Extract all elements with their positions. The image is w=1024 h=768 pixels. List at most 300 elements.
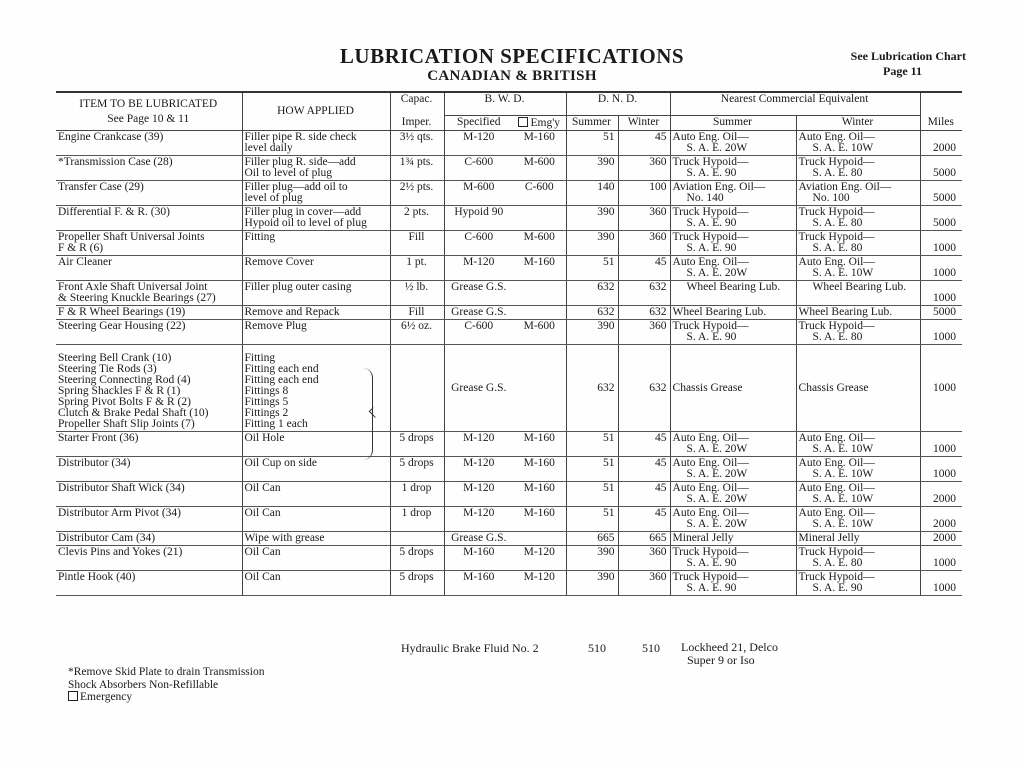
line: Truck Hypoid— [798, 546, 875, 558]
dnd-winter-cell: 360 [618, 571, 670, 596]
emergency-cell: M-160 [514, 507, 566, 532]
specified-cell: M-120 [444, 482, 514, 507]
line: S. A. E. 80 [812, 167, 863, 179]
group-item: Spring Pivot Bolts F & R (2) [58, 396, 191, 408]
how-applied-cell [242, 571, 390, 596]
hydraulic-dnd-summer: 510 [588, 641, 606, 655]
line: Oil Can [244, 571, 281, 583]
line: Truck Hypoid— [672, 156, 749, 168]
line: Truck Hypoid— [798, 231, 875, 243]
miles-cell: 2000 [920, 532, 962, 546]
item-cell [56, 256, 242, 281]
line: Truck Hypoid— [672, 571, 749, 583]
miles-cell: 1000 [920, 320, 962, 345]
line: Mineral Jelly [672, 532, 734, 544]
line: Truck Hypoid— [672, 231, 749, 243]
equiv-winter-cell [796, 206, 920, 231]
miles-cell: 1000 [920, 457, 962, 482]
line: & Steering Knuckle Bearings (27) [58, 292, 216, 304]
group-brace [358, 368, 373, 460]
miles-cell: 2000 [920, 507, 962, 532]
line: Oil Can [244, 507, 281, 519]
dnd-winter-cell: 360 [618, 156, 670, 181]
dnd-summer-cell: 51 [566, 256, 618, 281]
table-row [56, 532, 962, 546]
line: Wipe with grease [244, 532, 325, 544]
line: Remove Cover [244, 256, 314, 268]
line: Auto Eng. Oil— [798, 256, 875, 268]
equiv-winter-header: Winter [796, 116, 920, 131]
dnd-summer-cell: 51 [566, 507, 618, 532]
specified-header: Specified [444, 116, 514, 131]
equiv-winter-cell [796, 231, 920, 256]
line: Filler plug—add oil to [244, 181, 348, 193]
dnd-winter-cell: 45 [618, 482, 670, 507]
equiv-summer-cell [670, 532, 796, 546]
page-title: LUBRICATION SPECIFICATIONS [339, 44, 685, 68]
emergency-box-icon [518, 117, 528, 127]
table-row [56, 507, 962, 532]
group-item: Spring Shackles F & R (1) [58, 385, 181, 397]
group-item: Steering Bell Crank (10) [58, 352, 172, 364]
line: S. A. E. 90 [686, 217, 737, 229]
capacity-unit-header: Imper. [390, 116, 444, 131]
line: S. A. E. 90 [686, 582, 737, 594]
table-row [56, 256, 962, 281]
equiv-winter-cell [796, 281, 920, 306]
line: Pintle Hook (40) [58, 571, 136, 583]
dnd-winter-cell: 45 [618, 432, 670, 457]
emergency-cell: M-600 [514, 231, 566, 256]
line: Truck Hypoid— [672, 546, 749, 558]
equiv-winter-cell: Chassis Grease [796, 345, 920, 432]
group-how: Fitting each end [244, 363, 319, 375]
line: F & R Wheel Bearings (19) [58, 306, 186, 318]
equiv-winter-cell [796, 306, 920, 320]
line: Remove and Repack [244, 306, 340, 318]
dnd-winter-cell: 632 [618, 345, 670, 432]
how-applied-cell [242, 482, 390, 507]
emergency-cell [514, 532, 566, 546]
line: Auto Eng. Oil— [672, 507, 749, 519]
equiv-winter-cell [796, 507, 920, 532]
miles-cell: 1000 [920, 231, 962, 256]
dnd-winter-cell: 360 [618, 320, 670, 345]
miles-cell: 1000 [920, 281, 962, 306]
specified-cell: Grease G.S. [444, 306, 514, 320]
equiv-summer-cell [670, 571, 796, 596]
how-applied-cell [242, 320, 390, 345]
grouped-fittings-row [56, 345, 962, 432]
how-applied-cell [242, 546, 390, 571]
miles-header: Miles [920, 116, 962, 131]
page-subtitle: CANADIAN & BRITISH [427, 68, 597, 84]
line: Truck Hypoid— [798, 320, 875, 332]
dnd-winter-cell: 360 [618, 231, 670, 256]
chart-reference [851, 49, 966, 79]
line: Oil Can [244, 482, 281, 494]
line: S. A. E. 20W [686, 468, 748, 480]
dnd-winter-cell: 632 [618, 281, 670, 306]
equiv-summer-cell [670, 432, 796, 457]
table-row [56, 571, 962, 596]
equiv-summer-cell [670, 231, 796, 256]
how-applied-cell [242, 532, 390, 546]
equiv-winter-cell [796, 320, 920, 345]
chart-reference-page: Page 11 [883, 64, 922, 78]
item-cell [56, 281, 242, 306]
table-row [56, 131, 962, 156]
miles-cell: 1000 [920, 256, 962, 281]
line: Wheel Bearing Lub. [672, 306, 767, 318]
specified-cell: Grease G.S. [444, 281, 514, 306]
line: Auto Eng. Oil— [798, 131, 875, 143]
line: S. A. E. 20W [686, 443, 748, 455]
dnd-summer-cell: 51 [566, 432, 618, 457]
how-applied-cell [242, 256, 390, 281]
emergency-cell: M-160 [514, 432, 566, 457]
footnote-shock-absorbers: Shock Absorbers Non-Refillable [68, 678, 219, 691]
emergency-cell [514, 306, 566, 320]
group-item: Steering Connecting Rod (4) [58, 374, 191, 386]
equiv-summer-cell [670, 131, 796, 156]
line: level of plug [244, 192, 303, 204]
dnd-summer-header: Summer [566, 116, 618, 131]
line: Auto Eng. Oil— [672, 432, 749, 444]
capacity-cell: 5 drops [390, 546, 444, 571]
equiv-winter-cell [796, 432, 920, 457]
dnd-winter-cell: 632 [618, 306, 670, 320]
dnd-summer-cell: 632 [566, 306, 618, 320]
emergency-cell [514, 206, 566, 231]
miles-cell: 1000 [920, 546, 962, 571]
item-cell [56, 432, 242, 457]
line: Truck Hypoid— [672, 320, 749, 332]
dnd-summer-cell: 390 [566, 546, 618, 571]
line: Filler plug in cover—add [244, 206, 362, 218]
equiv-winter-cell [796, 532, 920, 546]
group-item: Propeller Shaft Slip Joints (7) [58, 418, 195, 430]
line: Aviation Eng. Oil— [672, 181, 766, 193]
specified-cell: M-160 [444, 546, 514, 571]
dnd-summer-cell: 51 [566, 482, 618, 507]
item-header-sub: See Page 10 & 11 [107, 112, 190, 125]
line: Distributor Cam (34) [58, 532, 156, 544]
capacity-cell: 2 pts. [390, 206, 444, 231]
line: level daily [244, 142, 293, 154]
specified-cell: Hypoid 90 [444, 206, 514, 231]
capacity-cell: Fill [390, 306, 444, 320]
dnd-header: D. N. D. [566, 92, 670, 116]
equiv-winter-cell [796, 571, 920, 596]
line: S. A. E. 90 [812, 582, 863, 594]
capacity-cell: 1 drop [390, 482, 444, 507]
line: Auto Eng. Oil— [798, 432, 875, 444]
equiv-summer-cell [670, 482, 796, 507]
group-item: Steering Tie Rods (3) [58, 363, 157, 375]
line: No. 140 [686, 192, 724, 204]
item-cell [56, 532, 242, 546]
footnotes [68, 666, 264, 704]
line: S. A. E. 10W [812, 443, 874, 455]
bwd-header: B. W. D. [444, 92, 566, 116]
table-row [56, 156, 962, 181]
group-how: Fittings 8 [244, 385, 289, 397]
capacity-cell: 1¾ pts. [390, 156, 444, 181]
specified-cell: M-120 [444, 507, 514, 532]
line: Remove Plug [244, 320, 307, 332]
line: S. A. E. 20W [686, 493, 748, 505]
equiv-winter-cell [796, 482, 920, 507]
line: Auto Eng. Oil— [672, 457, 749, 469]
how-applied-header: HOW APPLIED [242, 92, 390, 131]
dnd-winter-cell: 45 [618, 131, 670, 156]
table-row [56, 231, 962, 256]
table-row [56, 432, 962, 457]
line: Distributor Shaft Wick (34) [58, 482, 185, 494]
equiv-winter-cell [796, 131, 920, 156]
dnd-summer-cell: 51 [566, 457, 618, 482]
emergency-box-icon [68, 691, 78, 701]
equiv-summer-cell [670, 306, 796, 320]
how-applied-cell [242, 206, 390, 231]
equiv-summer-cell [670, 320, 796, 345]
how-applied-cell [242, 507, 390, 532]
emergency-cell: M-160 [514, 457, 566, 482]
miles-cell: 1000 [920, 345, 962, 432]
line: Oil Hole [244, 432, 285, 444]
lubrication-table [56, 91, 962, 596]
line: S. A. E. 90 [686, 557, 737, 569]
line: S. A. E. 10W [812, 142, 874, 154]
line: S. A. E. 80 [812, 557, 863, 569]
equiv-summer-cell [670, 156, 796, 181]
line: Wheel Bearing Lub. [798, 306, 893, 318]
line: S. A. E. 80 [812, 217, 863, 229]
line: S. A. E. 10W [812, 468, 874, 480]
group-how: Fittings 5 [244, 396, 289, 408]
group-item: Clutch & Brake Pedal Shaft (10) [58, 407, 209, 419]
group-how: Fittings 2 [244, 407, 289, 419]
equiv-summer-cell [670, 507, 796, 532]
dnd-summer-cell: 140 [566, 181, 618, 206]
capacity-cell: ½ lb. [390, 281, 444, 306]
capacity-cell: 1 pt. [390, 256, 444, 281]
specified-cell: M-120 [444, 256, 514, 281]
how-applied-cell [242, 131, 390, 156]
footnote-emergency [68, 691, 264, 704]
hydraulic-equivalent-line2: Super 9 or Iso [687, 653, 755, 667]
line: S. A. E. 80 [812, 331, 863, 343]
emergency-cell: M-120 [514, 571, 566, 596]
miles-cell: 5000 [920, 156, 962, 181]
capacity-cell: 6½ oz. [390, 320, 444, 345]
specified-cell: C-600 [444, 320, 514, 345]
line: Filler plug R. side—add [244, 156, 356, 168]
line: Truck Hypoid— [798, 156, 875, 168]
capacity-cell: 1 drop [390, 507, 444, 532]
capacity-cell: 5 drops [390, 432, 444, 457]
capacity-cell: Fill [390, 231, 444, 256]
table-row [56, 457, 962, 482]
line: F & R (6) [58, 242, 104, 254]
equiv-summer-cell [670, 181, 796, 206]
item-cell [56, 206, 242, 231]
footnote-transmission: *Remove Skid Plate to drain Transmission [68, 666, 265, 678]
line: Starter Front (36) [58, 432, 139, 444]
dnd-winter-header: Winter [618, 116, 670, 131]
line: Wheel Bearing Lub. [686, 281, 781, 293]
specified-cell: Grease G.S. [444, 345, 514, 432]
dnd-summer-cell: 390 [566, 320, 618, 345]
line: S. A. E. 10W [812, 493, 874, 505]
item-cell [56, 181, 242, 206]
hydraulic-equivalent [681, 641, 778, 667]
equiv-winter-cell [796, 156, 920, 181]
line: Truck Hypoid— [798, 571, 875, 583]
line: S. A. E. 20W [686, 142, 748, 154]
item-cell [56, 482, 242, 507]
line: Transfer Case (29) [58, 181, 144, 193]
line: Auto Eng. Oil— [672, 256, 749, 268]
dnd-summer-cell: 390 [566, 571, 618, 596]
line: Mineral Jelly [798, 532, 860, 544]
line: Auto Eng. Oil— [798, 507, 875, 519]
dnd-winter-cell: 665 [618, 532, 670, 546]
line: Distributor Arm Pivot (34) [58, 507, 181, 519]
emergency-cell: M-120 [514, 546, 566, 571]
table-row [56, 546, 962, 571]
line: Fitting [244, 231, 276, 243]
line: Oil Can [244, 546, 281, 558]
specified-cell: C-600 [444, 231, 514, 256]
footnote-emergency-label: Emergency [80, 691, 133, 703]
emergency-cell: M-600 [514, 156, 566, 181]
line: Differential F. & R. (30) [58, 206, 170, 218]
miles-cell: 2000 [920, 131, 962, 156]
chart-reference-line1: See Lubrication Chart [850, 49, 966, 63]
line: Clevis Pins and Yokes (21) [58, 546, 183, 558]
item-cell [56, 345, 242, 432]
how-applied-cell [242, 281, 390, 306]
how-applied-cell [242, 181, 390, 206]
line: S. A. E. 20W [686, 518, 748, 530]
line: Distributor (34) [58, 457, 131, 469]
item-cell [56, 131, 242, 156]
line: Oil to level of plug [244, 167, 333, 179]
equiv-winter-cell [796, 181, 920, 206]
specified-cell: M-160 [444, 571, 514, 596]
group-how: Fitting [244, 352, 276, 364]
miles-cell: 5000 [920, 206, 962, 231]
line: S. A. E. 90 [686, 242, 737, 254]
equiv-summer-header: Summer [670, 116, 796, 131]
line: Auto Eng. Oil— [798, 457, 875, 469]
line: S. A. E. 10W [812, 267, 874, 279]
line: Auto Eng. Oil— [672, 482, 749, 494]
miles-cell: 5000 [920, 306, 962, 320]
line: Filler pipe R. side check [244, 131, 357, 143]
dnd-summer-cell: 632 [566, 345, 618, 432]
emergency-header-label: Emg'y [530, 117, 561, 129]
dnd-summer-cell: 390 [566, 231, 618, 256]
line: Air Cleaner [58, 256, 112, 268]
equiv-summer-cell [670, 281, 796, 306]
group-how: Fitting each end [244, 374, 319, 386]
line: Hypoid oil to level of plug [244, 217, 367, 229]
item-cell [56, 507, 242, 532]
hydraulic-equivalent-line1: Lockheed 21, Delco [681, 640, 778, 654]
item-header [56, 92, 242, 131]
miles-cell: 1000 [920, 432, 962, 457]
equiv-winter-cell [796, 256, 920, 281]
table-row [56, 281, 962, 306]
equiv-summer-cell [670, 546, 796, 571]
group-how: Fitting 1 each [244, 418, 308, 430]
table-row [56, 181, 962, 206]
emergency-header [514, 116, 566, 131]
dnd-summer-cell: 51 [566, 131, 618, 156]
line: Truck Hypoid— [672, 206, 749, 218]
equiv-summer-cell [670, 206, 796, 231]
equiv-winter-cell [796, 546, 920, 571]
line: Filler plug outer casing [244, 281, 352, 293]
equiv-summer-cell [670, 256, 796, 281]
capacity-cell [390, 532, 444, 546]
specified-cell: Grease G.S. [444, 532, 514, 546]
dnd-summer-cell: 665 [566, 532, 618, 546]
item-cell [56, 546, 242, 571]
header-row-top [56, 92, 962, 116]
line: Aviation Eng. Oil— [798, 181, 892, 193]
capacity-cell: 2½ pts. [390, 181, 444, 206]
line: Truck Hypoid— [798, 206, 875, 218]
equiv-winter-cell [796, 457, 920, 482]
dnd-winter-cell: 45 [618, 507, 670, 532]
line: S. A. E. 90 [686, 167, 737, 179]
how-applied-cell [242, 156, 390, 181]
dnd-winter-cell: 45 [618, 457, 670, 482]
line: Engine Crankcase (39) [58, 131, 164, 143]
line: Wheel Bearing Lub. [812, 281, 907, 293]
line: S. A. E. 10W [812, 518, 874, 530]
emergency-cell [514, 281, 566, 306]
line: No. 100 [812, 192, 850, 204]
hydraulic-dnd-winter: 510 [642, 641, 660, 655]
miles-cell: 5000 [920, 181, 962, 206]
equiv-summer-cell [670, 457, 796, 482]
table-row [56, 206, 962, 231]
line: S. A. E. 80 [812, 242, 863, 254]
line: Steering Gear Housing (22) [58, 320, 186, 332]
item-cell [56, 306, 242, 320]
item-cell [56, 320, 242, 345]
how-applied-cell [242, 306, 390, 320]
capacity-cell: 5 drops [390, 457, 444, 482]
dnd-winter-cell: 100 [618, 181, 670, 206]
emergency-cell: C-600 [514, 181, 566, 206]
capacity-header: Capac. [390, 92, 444, 116]
specified-cell: M-120 [444, 432, 514, 457]
dnd-summer-cell: 390 [566, 156, 618, 181]
item-cell [56, 231, 242, 256]
how-applied-cell [242, 457, 390, 482]
line: *Transmission Case (28) [58, 156, 173, 168]
line: Propeller Shaft Universal Joints [58, 231, 205, 243]
dnd-winter-cell: 360 [618, 206, 670, 231]
capacity-cell: 5 drops [390, 571, 444, 596]
specified-cell: M-600 [444, 181, 514, 206]
